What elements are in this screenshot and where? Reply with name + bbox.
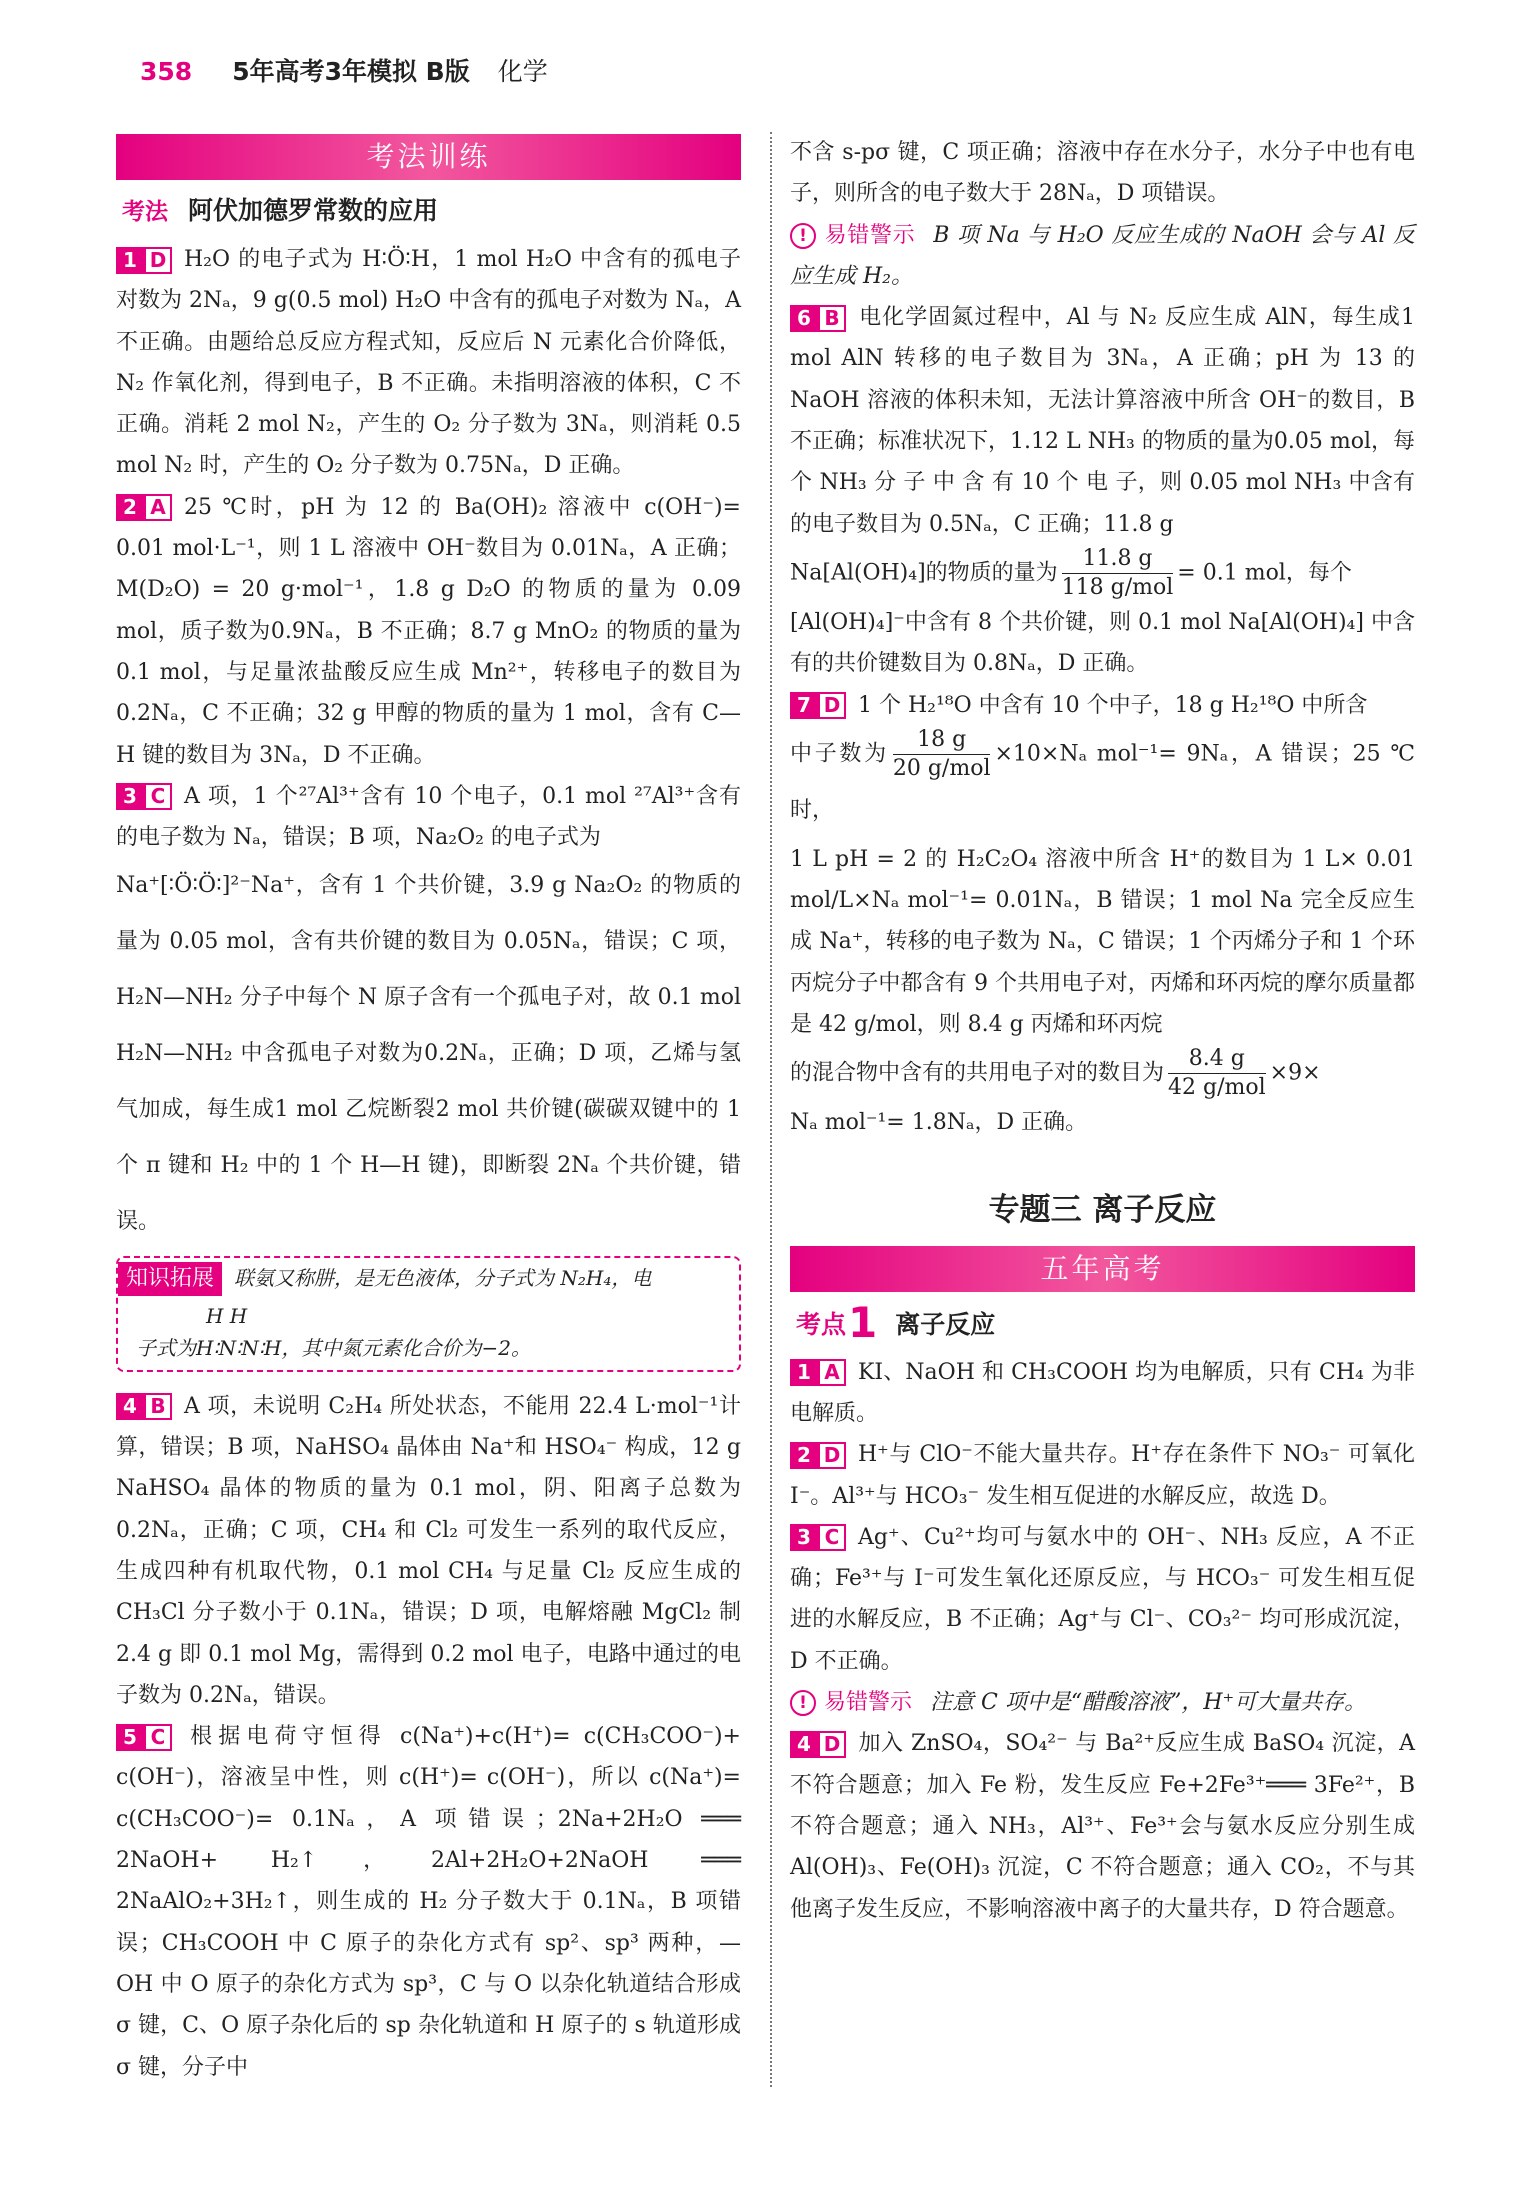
answer-item <box>790 1723 1415 1929</box>
answer-text: 25 ℃时，pH 为 12 的 Ba(OH)₂ 溶液中 c(OH⁻)= 0.01 mol·L⁻¹，则 1 L 溶液中 OH⁻数目为 0.01Nₐ，A 正确；M(D₂O) = 20 g·mol⁻¹，1.8 g D₂O 的物质的量为 0.09 mol，质子数为0.9Nₐ，B 不正确；8.7 g MnO₂ 的物质的量为0.1 mol，与足量浓盐酸反应生成 Mn²⁺，转移电子的数目为 0.2Nₐ，C 不正确；32 g 甲醇的物质的量为 1 mol，含有 C—H 键的数目为 3Nₐ，D 不正确。 <box>116 494 741 768</box>
answer-item <box>116 1386 741 1716</box>
warning-note <box>790 1682 1415 1723</box>
warning-label: 易错警示 <box>824 222 916 248</box>
answer-item <box>116 239 741 487</box>
warning-text: 注意 C 项中是“醋酸溶液”，H⁺可大量共存。 <box>930 1690 1367 1716</box>
warning-text: B 项 Na 与 H₂O 反应生成的 NaOH 会与 Al 反应生成 H₂。 <box>790 222 1415 289</box>
answer-fraction-line: Na[Al(OH)₄]的物质的量为 $\frac{11.8 g}{\text{118 g/mol}}$ = 0.1 mol，每个 <box>790 545 1352 600</box>
answer-badge: 5 C <box>116 1724 172 1751</box>
kaodian-number: 1 <box>848 1297 878 1347</box>
answer-badge: 4 D <box>790 1731 846 1758</box>
answer-badge: 3 C <box>116 783 172 810</box>
answer-text: A 项，1 个²⁷Al³⁺含有 10 个电子，0.1 mol ²⁷Al³⁺含有的电子数为 Nₐ，错误；B 项，Na₂O₂ 的电子式为 <box>116 783 741 851</box>
answer-text-continued: Na⁺[∶Ö∶Ö∶]²⁻Na⁺，含有 1 个共价键，3.9 g Na₂O₂ 的物质的量为 0.05 mol，含有共价键的数目为 0.05Nₐ，错误；C 项，H₂N—NH₂ 分子中每个 N 原子含有一个孤电子对，故 0.1 mol H₂N—NH₂ 中含孤电子对数为0.2Nₐ，正确；D 项，乙烯与氢气加成，每生成1 mol 乙烷断裂2 mol 共价键(碳碳双键中的 1 个 π 键和 H₂ 中的 1 个 H—H 键)，即断裂 2Nₐ 个共价键，错误。 <box>116 873 741 1235</box>
answer-badge: 1 D <box>116 247 172 274</box>
subject-label: 化学 <box>497 57 548 86</box>
section-bar-five-years: 五年高考 <box>790 1246 1415 1292</box>
knowledge-box <box>116 1256 741 1371</box>
answer-badge: 2 A <box>116 494 172 521</box>
answer-text-continued: Nₐ mol⁻¹= 1.8Nₐ，D 正确。 <box>790 1110 1088 1136</box>
answer-item <box>790 297 1415 545</box>
left-column <box>116 132 741 2088</box>
fraction: $\frac{18 g}{\text{20 g/mol}}$ <box>892 726 991 781</box>
warning-note <box>790 215 1415 298</box>
kaodian-title: 离子反应 <box>895 1309 996 1339</box>
answer-text-continued: 不含 s-pσ 键，C 项正确；溶液中存在水分子，水分子中也有电子，则所含的电子数大于 28Nₐ，D 项错误。 <box>790 140 1415 207</box>
column-divider <box>770 132 772 2087</box>
answer-badge: 1 A <box>790 1359 846 1386</box>
book-title: 5年高考3年模拟 B版 <box>232 57 470 86</box>
answer-text-continued: [Al(OH)₄]⁻中含有 8 个共价键，则 0.1 mol Na[Al(OH)₄] 中含有的共价键数目为 0.8Nₐ，D 正确。 <box>790 609 1415 677</box>
kaodian-tag: 考点 <box>796 1309 847 1339</box>
method-title: 阿伏加德罗常数的应用 <box>188 196 439 225</box>
right-column <box>790 132 1415 1930</box>
answer-item <box>790 1352 1415 1435</box>
answer-text-continued: 1 L pH = 2 的 H₂C₂O₄ 溶液中所含 H⁺的数目为 1 L× 0.01 mol/L×Nₐ mol⁻¹= 0.01Nₐ，B 错误；1 mol Na 完全反应生成 Na⁺，转移的电子数为 Nₐ，C 错误；1 个丙烯分子和 1 个环丙烷分子中都含有 9 个共用电子对，丙烯和环丙烷的摩尔质量都是 42 g/mol，则 8.4 g 丙烯和环丙烷 <box>790 846 1415 1038</box>
lewis-structure-top: H H <box>206 1303 248 1328</box>
answer-badge: 4 B <box>116 1393 172 1420</box>
answer-fraction-line: 中子数为 $\frac{18 g}{\text{20 g/mol}}$ ×10×Nₐ mol⁻¹= 9Nₐ，A 错误；25 ℃时， <box>790 726 1415 823</box>
answer-badge: 7 D <box>790 692 846 719</box>
warning-label: 易错警示 <box>824 1690 913 1716</box>
answer-badge: 2 D <box>790 1442 846 1469</box>
kaodian-heading <box>790 1297 1415 1348</box>
knowledge-tag: 知识拓展 <box>118 1262 222 1296</box>
warning-icon: ! <box>790 1690 816 1716</box>
answer-badge: 6 B <box>790 305 846 332</box>
answer-text: H⁺与 ClO⁻不能大量共存。H⁺存在条件下 NO₃⁻ 可氧化 I⁻。Al³⁺与 HCO₃⁻ 发生相互促进的水解反应，故选 D。 <box>790 1442 1415 1509</box>
answer-badge: 3 C <box>790 1524 846 1551</box>
method-tag: 考法 <box>122 199 168 225</box>
answer-item <box>116 1716 741 2088</box>
answer-text: 加入 ZnSO₄，SO₄²⁻ 与 Ba²⁺反应生成 BaSO₄ 沉淀，A 不符合题意；加入 Fe 粉，发生反应 Fe+2Fe³⁺═══ 3Fe²⁺，B 不符合题意；通入 NH₃，Al³⁺、Fe³⁺会与氨水反应分别生成 Al(OH)₃、Fe(OH)₃ 沉淀，C 不符合题意；通入 CO₂，不与其他离子发生反应，不影响溶液中离子的大量共存，D 符合题意。 <box>790 1731 1415 1922</box>
answer-text: 电化学固氮过程中，Al 与 N₂ 反应生成 AlN，每生成1 mol AlN 转移的电子数目为 3Nₐ，A 正确；pH 为 13 的 NaOH 溶液的体积未知，无法计算溶液中所含 OH⁻的数目，B 不正确；标准状况下，1.12 L NH₃ 的物质的量为0.05 mol，每 个 NH₃ 分 子 中 含 有 10 个 电 子，则 0.05 mol NH₃ 中含有的电子数目为 0.5Nₐ，C 正确；11.8 g <box>790 305 1415 537</box>
section-bar-exercises: 考法训练 <box>116 134 741 180</box>
page-number: 358 <box>140 57 193 86</box>
answer-text: A 项，未说明 C₂H₄ 所处状态，不能用 22.4 L·mol⁻¹计算，错误；B 项，NaHSO₄ 晶体由 Na⁺和 HSO₄⁻ 构成，12 g NaHSO₄ 晶体的物质的量为 0.1 mol，阴、阳离子总数为 0.2Nₐ，正确；C 项，CH₄ 和 Cl₂ 可发生一系列的取代反应，生成四种有机取代物，0.1 mol CH₄ 与足量 Cl₂ 反应生成的 CH₃Cl 分子数小于 0.1Nₐ，错误；D 项，电解熔融 MgCl₂ 制 2.4 g 即 0.1 mol Mg，需得到 0.2 mol 电子，电路中通过的电子数为 0.2Nₐ，错误。 <box>116 1393 741 1708</box>
method-heading <box>116 188 741 235</box>
answer-item <box>116 776 741 859</box>
answer-text: 1 个 H₂¹⁸O 中含有 10 个中子，18 g H₂¹⁸O 中所含 <box>858 692 1368 718</box>
topic-title: 专题三 离子反应 <box>988 1191 1217 1228</box>
fraction: $\frac{8.4 g}{\text{42 g/mol}}$ <box>1168 1046 1266 1101</box>
fraction: $\frac{11.8 g}{\text{118 g/mol}}$ <box>1061 545 1174 600</box>
answer-fraction-line: 的混合物中含有的共用电子对的数目为 $\frac{8.4 g}{\text{42 g/mol}}$ ×9× <box>790 1046 1321 1101</box>
answer-text: H₂O 的电子式为 H∶Ö∶H，1 mol H₂O 中含有的孤电子对数为 2Nₐ，9 g(0.5 mol) H₂O 中含有的孤电子对数为 Nₐ，A 不正确。由题给总反应方程式知，反应后 N 元素化合价降低，N₂ 作氧化剂，得到电子，B 不正确。未指明溶液的体积，C 不正确。消耗 2 mol N₂，产生的 O₂ 分子数为 3Nₐ，则消耗 0.5 mol N₂ 时，产生的 O₂ 分子数为 0.75Nₐ，D 正确。 <box>116 247 741 479</box>
warning-icon: ! <box>790 223 816 249</box>
page-header <box>140 52 548 88</box>
answer-text: Ag⁺、Cu²⁺均可与氨水中的 OH⁻、NH₃ 反应，A 不正确；Fe³⁺与 I⁻可发生氧化还原反应，与 HCO₃⁻ 可发生相互促进的水解反应，B 不正确；Ag⁺与 Cl⁻、CO₃²⁻ 均可形成沉淀，D 不正确。 <box>790 1524 1415 1674</box>
answer-item <box>790 1434 1415 1517</box>
answer-item <box>790 685 1415 726</box>
answer-text: 根据电荷守恒得 c(Na⁺)+c(H⁺)= c(CH₃COO⁻)+ c(OH⁻)，溶液呈中性，则 c(H⁺)= c(OH⁻)，所以 c(Na⁺)= c(CH₃COO⁻)= 0.1Nₐ，A 项错误；2Na+2H₂O ═══ 2NaOH+ H₂↑，2Al+2H₂O+2NaOH ═══ 2NaAlO₂+3H₂↑，则生成的 H₂ 分子数大于 0.1Nₐ，B 项错误；CH₃COOH 中 C 原子的杂化方式有 sp²、sp³ 两种，—OH 中 O 原子的杂化方式为 sp³，C 与 O 以杂化轨道结合形成 σ 键，C、O 原子杂化后的 sp 杂化轨道和 H 原子的 s 轨道形成 σ 键，分子中 <box>116 1724 741 2080</box>
knowledge-text-continued: 子式为H∶N∶N∶H，其中氮元素化合价为−2。 <box>136 1335 531 1360</box>
answer-text: KI、NaOH 和 CH₃COOH 均为电解质，只有 CH₄ 为非电解质。 <box>790 1359 1415 1426</box>
answer-item <box>116 487 741 776</box>
answer-item <box>790 1517 1415 1682</box>
knowledge-text: 联氨又称肼，是无色液体，分子式为 N₂H₄，电 <box>234 1266 652 1291</box>
